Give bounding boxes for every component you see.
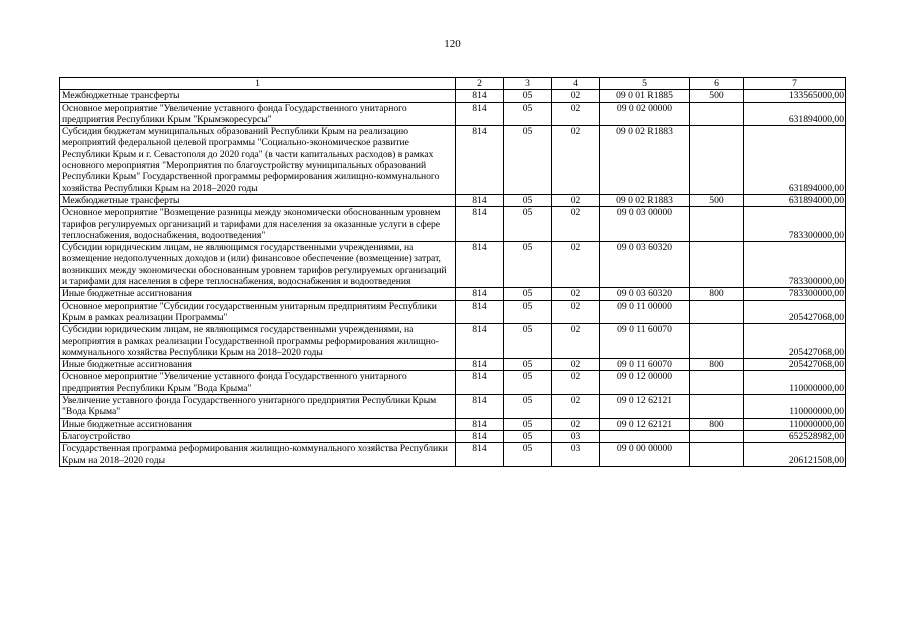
header-cell: 5: [600, 78, 690, 90]
cell-target-article: 09 0 00 00000: [600, 443, 690, 467]
cell-ministry-code: 814: [456, 371, 504, 395]
budget-table: [59, 77, 846, 467]
cell-section: 05: [504, 207, 552, 242]
cell-expense-type: [690, 395, 744, 419]
cell-amount: 205427068,00: [744, 359, 846, 371]
cell-amount: 110000000,00: [744, 371, 846, 395]
cell-section: 05: [504, 359, 552, 371]
cell-ministry-code: 814: [456, 126, 504, 195]
cell-ministry-code: 814: [456, 395, 504, 419]
header-cell: 7: [744, 78, 846, 90]
cell-ministry-code: 814: [456, 418, 504, 430]
cell-section: 05: [504, 371, 552, 395]
cell-section: 05: [504, 102, 552, 126]
cell-expense-type: [690, 324, 744, 359]
cell-name: Основное мероприятие "Увеличение уставного фонда Государственного унитарного предприятия Республики Крым "Вода Крыма": [60, 371, 456, 395]
cell-amount: 631894000,00: [744, 194, 846, 206]
cell-target-article: 09 0 01 R1885: [600, 90, 690, 102]
cell-target-article: 09 0 03 60320: [600, 288, 690, 300]
table-row: [60, 102, 846, 126]
cell-section: 05: [504, 288, 552, 300]
cell-name: Увеличение уставного фонда Государственного унитарного предприятия Республики Крым "Вода Крыма": [60, 395, 456, 419]
cell-ministry-code: 814: [456, 324, 504, 359]
cell-name: Основное мероприятие "Возмещение разницы между экономически обоснованным уровнем тарифов регулируемых организаций и тарифами для населения за оказанные услуги в сфере теплоснабжения, водоснабжения, водоотведения": [60, 207, 456, 242]
cell-subsection: 02: [552, 90, 600, 102]
cell-expense-type: 500: [690, 194, 744, 206]
cell-target-article: 09 0 11 60070: [600, 324, 690, 359]
cell-amount: 783300000,00: [744, 242, 846, 288]
cell-name: Субсидия бюджетам муниципальных образований Республики Крым на реализацию мероприятий федеральной целевой программы "Социально-экономическое развитие Республики Крым и г. Севастополя до 2020 года" (в части капитальных расходов) в рамках основного мероприятия "Мероприятия по благоустройству муниципальных образований Республики Крым" Государственной программы реформирования жилищно-коммунального хозяйства Республики Крым на 2018–2020 годы: [60, 126, 456, 195]
cell-target-article: 09 0 03 00000: [600, 207, 690, 242]
header-cell: 4: [552, 78, 600, 90]
cell-target-article: 09 0 12 62121: [600, 418, 690, 430]
cell-target-article: 09 0 02 R1883: [600, 194, 690, 206]
cell-name: Иные бюджетные ассигнования: [60, 359, 456, 371]
cell-target-article: [600, 430, 690, 442]
cell-section: 05: [504, 430, 552, 442]
cell-section: 05: [504, 242, 552, 288]
table-body: [60, 90, 846, 467]
cell-expense-type: 500: [690, 90, 744, 102]
cell-subsection: 03: [552, 430, 600, 442]
table-row: [60, 324, 846, 359]
cell-target-article: 09 0 02 00000: [600, 102, 690, 126]
cell-section: 05: [504, 90, 552, 102]
cell-target-article: 09 0 11 00000: [600, 300, 690, 324]
table-row: [60, 443, 846, 467]
cell-ministry-code: 814: [456, 102, 504, 126]
cell-expense-type: [690, 126, 744, 195]
table-row: [60, 418, 846, 430]
page-number: 120: [444, 38, 461, 50]
cell-amount: 205427068,00: [744, 300, 846, 324]
table-row: [60, 359, 846, 371]
table-row: [60, 90, 846, 102]
cell-name: Субсидии юридическим лицам, не являющимся государственными учреждениями, на мероприятия в рамках реализации Государственной программы реформирования жилищно-коммунального хозяйства Республики Крым на 2018–2020 годы: [60, 324, 456, 359]
cell-amount: 631894000,00: [744, 126, 846, 195]
table-row: [60, 207, 846, 242]
cell-amount: 631894000,00: [744, 102, 846, 126]
cell-subsection: 02: [552, 418, 600, 430]
cell-expense-type: [690, 443, 744, 467]
cell-expense-type: 800: [690, 359, 744, 371]
header-cell: 6: [690, 78, 744, 90]
cell-section: 05: [504, 324, 552, 359]
cell-ministry-code: 814: [456, 90, 504, 102]
cell-subsection: 02: [552, 300, 600, 324]
cell-name: Иные бюджетные ассигнования: [60, 288, 456, 300]
cell-section: 05: [504, 300, 552, 324]
cell-subsection: 02: [552, 324, 600, 359]
cell-target-article: 09 0 12 62121: [600, 395, 690, 419]
cell-ministry-code: 814: [456, 242, 504, 288]
header-cell: 1: [60, 78, 456, 90]
cell-ministry-code: 814: [456, 430, 504, 442]
cell-expense-type: 800: [690, 418, 744, 430]
cell-subsection: 02: [552, 359, 600, 371]
cell-amount: 110000000,00: [744, 395, 846, 419]
cell-name: Основное мероприятие "Увеличение уставного фонда Государственного унитарного предприятия Республики Крым "Крымэкоресурсы": [60, 102, 456, 126]
cell-target-article: 09 0 11 60070: [600, 359, 690, 371]
cell-name: Иные бюджетные ассигнования: [60, 418, 456, 430]
cell-subsection: 02: [552, 207, 600, 242]
cell-section: 05: [504, 443, 552, 467]
cell-ministry-code: 814: [456, 359, 504, 371]
table-row: [60, 126, 846, 195]
cell-amount: 110000000,00: [744, 418, 846, 430]
cell-amount: 205427068,00: [744, 324, 846, 359]
cell-section: 05: [504, 418, 552, 430]
cell-subsection: 02: [552, 371, 600, 395]
cell-expense-type: [690, 371, 744, 395]
cell-subsection: 02: [552, 126, 600, 195]
cell-subsection: 02: [552, 288, 600, 300]
cell-name: Государственная программа реформирования жилищно-коммунального хозяйства Республики Крым на 2018–2020 годы: [60, 443, 456, 467]
table-row: [60, 194, 846, 206]
cell-expense-type: [690, 430, 744, 442]
table-row: [60, 288, 846, 300]
table-row: [60, 371, 846, 395]
cell-ministry-code: 814: [456, 300, 504, 324]
cell-subsection: 03: [552, 443, 600, 467]
cell-target-article: 09 0 02 R1883: [600, 126, 690, 195]
cell-ministry-code: 814: [456, 207, 504, 242]
cell-name: Межбюджетные трансферты: [60, 90, 456, 102]
cell-ministry-code: 814: [456, 194, 504, 206]
cell-subsection: 02: [552, 194, 600, 206]
table-row: [60, 395, 846, 419]
cell-amount: 206121508,00: [744, 443, 846, 467]
table-row: [60, 242, 846, 288]
cell-subsection: 02: [552, 395, 600, 419]
cell-amount: 133565000,00: [744, 90, 846, 102]
cell-subsection: 02: [552, 102, 600, 126]
cell-expense-type: [690, 102, 744, 126]
table-row: [60, 300, 846, 324]
cell-expense-type: [690, 207, 744, 242]
cell-name: Основное мероприятие "Субсидии государственным унитарным предприятиям Республики Крым в рамках реализации Программы": [60, 300, 456, 324]
cell-amount: 783300000,00: [744, 288, 846, 300]
cell-expense-type: [690, 300, 744, 324]
cell-expense-type: 800: [690, 288, 744, 300]
cell-section: 05: [504, 395, 552, 419]
cell-section: 05: [504, 194, 552, 206]
cell-ministry-code: 814: [456, 288, 504, 300]
header-row: [60, 78, 846, 90]
cell-expense-type: [690, 242, 744, 288]
cell-amount: 652528982,00: [744, 430, 846, 442]
cell-target-article: 09 0 12 00000: [600, 371, 690, 395]
cell-ministry-code: 814: [456, 443, 504, 467]
header-cell: 2: [456, 78, 504, 90]
table-row: [60, 430, 846, 442]
cell-target-article: 09 0 03 60320: [600, 242, 690, 288]
cell-section: 05: [504, 126, 552, 195]
cell-name: Благоустройство: [60, 430, 456, 442]
cell-amount: 783300000,00: [744, 207, 846, 242]
cell-name: Межбюджетные трансферты: [60, 194, 456, 206]
cell-name: Субсидии юридическим лицам, не являющимся государственными учреждениями, на возмещение недополученных доходов и (или) финансовое обеспечение (возмещение) затрат, возникших между экономически обоснованным уровнем тарифов регулируемых организаций и тарифами для населения в сфере теплоснабжения, водоснабжения и водоотведения: [60, 242, 456, 288]
header-cell: 3: [504, 78, 552, 90]
cell-subsection: 02: [552, 242, 600, 288]
